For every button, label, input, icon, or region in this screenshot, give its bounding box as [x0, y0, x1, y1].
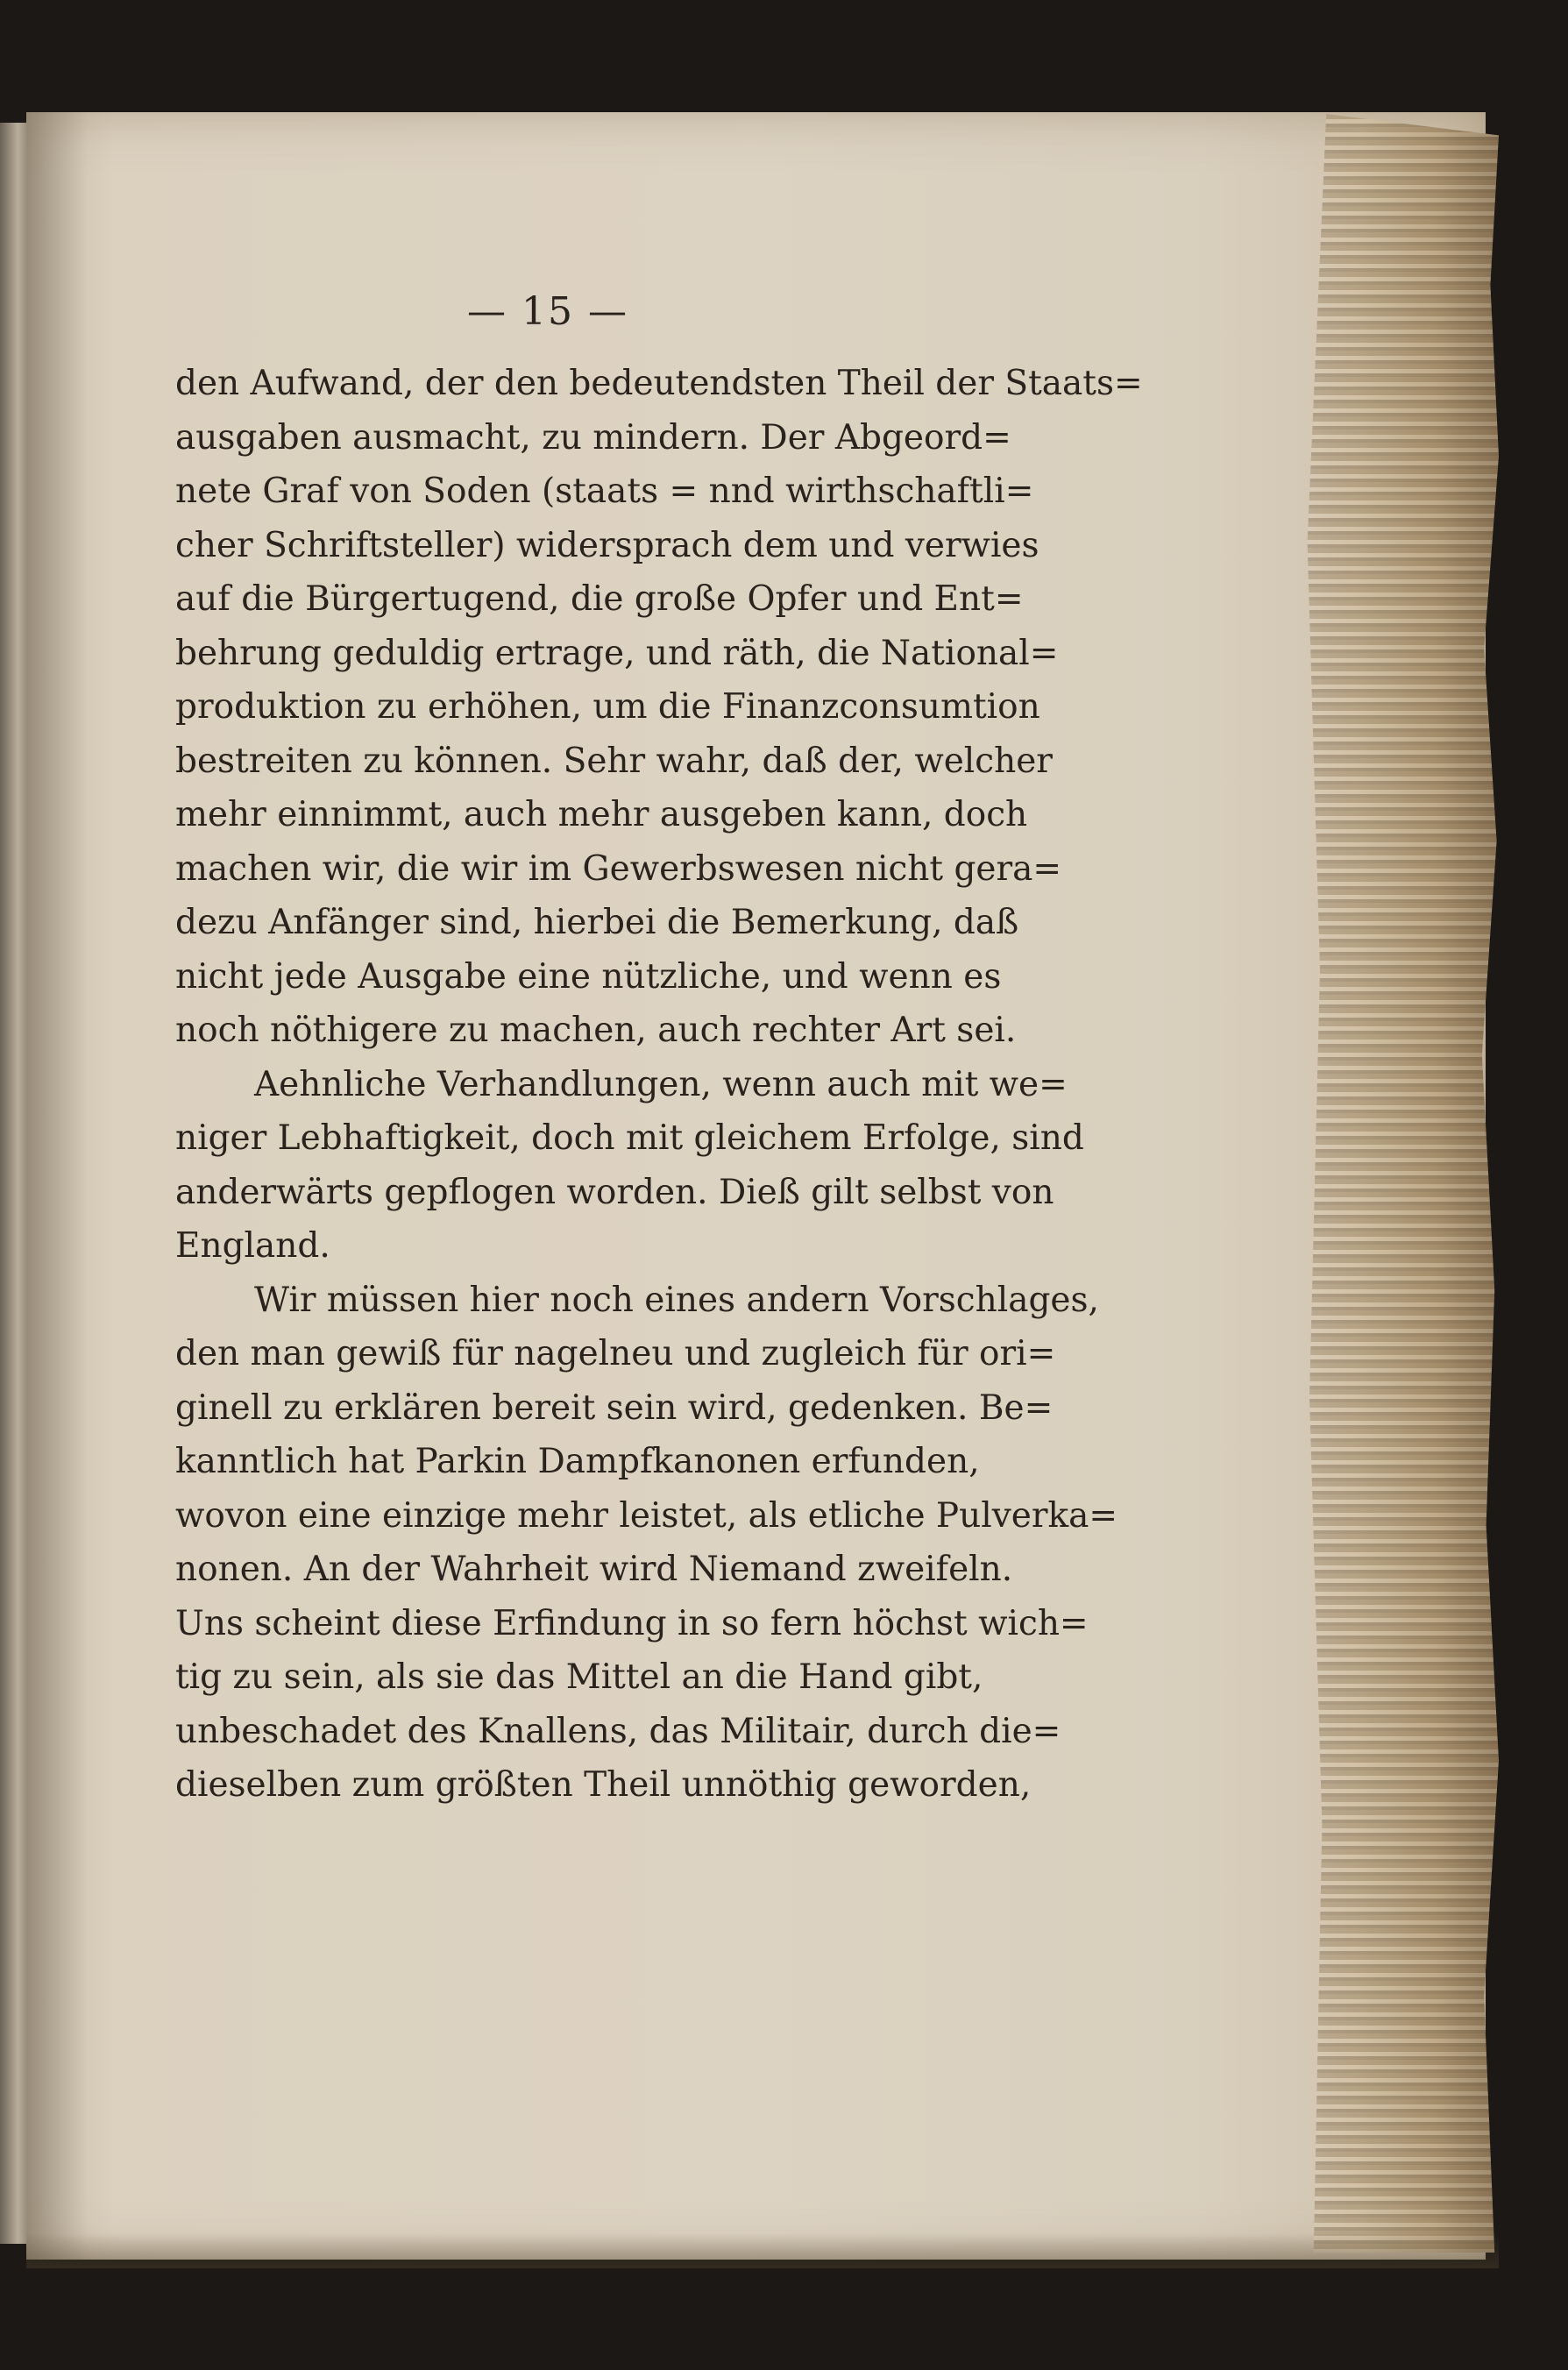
text-line: nonen. An der Wahrheit wird Niemand zweifeln.: [175, 1550, 1013, 1589]
text-line: noch nöthigere zu machen, auch rechter Art sei.: [175, 1011, 1017, 1050]
text-line: dieselben zum größten Theil unnöthig geworden,: [175, 1765, 1032, 1805]
binding-shadow: [26, 112, 88, 2260]
text-line: bestreiten zu können. Sehr wahr, daß der, welcher: [175, 741, 1053, 781]
text-line: cher Schriftsteller) widersprach dem und verwies: [175, 525, 1039, 565]
text-line: Wir müssen hier noch eines andern Vorschlages,: [254, 1280, 1099, 1320]
text-line: niger Lebhaftigkeit, doch mit gleichem Erfolge, sind: [175, 1118, 1084, 1158]
text-line: unbeschadet des Knallens, das Militair, durch die=: [175, 1711, 1061, 1751]
text-line: ausgaben ausmacht, zu mindern. Der Abgeord=: [175, 417, 1011, 458]
text-line: wovon eine einzige mehr leistet, als etliche Pulverka=: [175, 1495, 1118, 1536]
text-line: behrung geduldig ertrage, und räth, die National=: [175, 633, 1059, 673]
text-line: England.: [175, 1226, 330, 1266]
text-line: anderwärts gepflogen worden. Dieß gilt selbst von: [175, 1172, 1054, 1212]
text-line: nicht jede Ausgabe eine nützliche, und wenn es: [175, 956, 1002, 997]
paragraph-1: [175, 357, 1143, 1058]
text-line: Aehnliche Verhandlungen, wenn auch mit we=: [254, 1064, 1068, 1104]
text-line: nete Graf von Soden (staats = nnd wirthschaftli=: [175, 472, 1034, 511]
text-line: kanntlich hat Parkin Dampfkanonen erfunden,: [175, 1442, 980, 1481]
previous-page-edge: [0, 123, 30, 2244]
paragraph-3: [175, 1274, 1118, 1813]
paragraph-2: [175, 1058, 1084, 1274]
bottom-edge-shadow: [26, 2233, 1499, 2268]
text-line: ginell zu erklären bereit sein wird, gedenken. Be=: [175, 1387, 1054, 1428]
text-line: produktion zu erhöhen, um die Finanzconsumtion: [175, 687, 1040, 727]
text-line: machen wir, die wir im Gewerbswesen nicht gera=: [175, 848, 1062, 889]
text-line: auf die Bürgertugend, die große Opfer und Ent=: [175, 579, 1024, 619]
text-line: Uns scheint diese Erfindung in so fern höchst wich=: [175, 1603, 1089, 1643]
text-line: mehr einnimmt, auch mehr ausgeben kann, doch: [175, 795, 1028, 834]
text-line: dezu Anfänger sind, hierbei die Bemerkung, daß: [175, 903, 1019, 942]
text-line: den man gewiß für nagelneu und zugleich für ori=: [175, 1334, 1056, 1373]
text-block: [175, 289, 1143, 1813]
text-line: den Aufwand, der den bedeutendsten Theil der Staats=: [175, 364, 1143, 403]
text-line: tig zu sein, als sie das Mittel an die Hand gibt,: [175, 1657, 983, 1697]
page-number: — 15 —: [467, 289, 628, 334]
